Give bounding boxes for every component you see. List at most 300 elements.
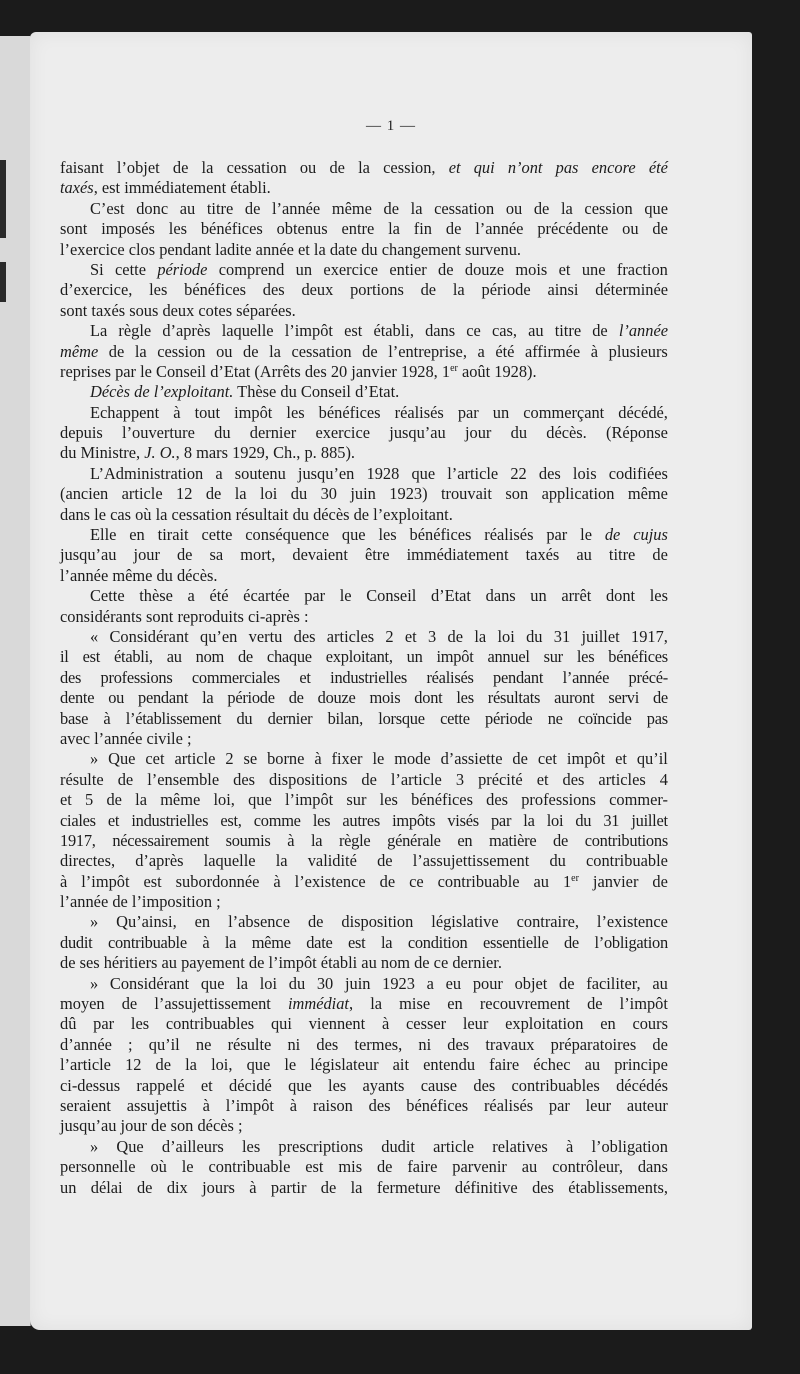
word (548, 709, 563, 729)
word (487, 647, 529, 667)
word (598, 770, 645, 790)
text-line (60, 403, 668, 423)
italic-text: J. O. (144, 443, 176, 463)
word (90, 974, 98, 994)
text-run: cet (537, 749, 557, 769)
word (238, 647, 253, 667)
text-run: partir (270, 1177, 307, 1197)
word (167, 647, 182, 667)
word (586, 1096, 611, 1116)
text-run: a (477, 341, 485, 361)
text-line (60, 566, 668, 586)
text-run: conséquence (245, 525, 330, 545)
text-run: commer- (609, 790, 668, 810)
text-run: impôt (566, 749, 606, 769)
text-run: au (521, 1157, 538, 1177)
text-run: des (60, 667, 82, 687)
word (534, 199, 549, 219)
text-run: des (233, 769, 256, 789)
text-run: taxés (525, 545, 560, 565)
word (377, 851, 392, 871)
text-run: de (205, 484, 222, 504)
text-run: 4 (659, 769, 668, 789)
text-run: est, (220, 810, 242, 830)
text-run: même (251, 932, 291, 952)
text-run: jusqu’au jour de son décès ; (60, 1116, 243, 1136)
text-run: cessation (291, 341, 352, 361)
word (117, 158, 160, 178)
text-line (60, 627, 668, 647)
word (122, 423, 195, 443)
text-run: a (426, 973, 434, 993)
text-run: tirait (157, 525, 189, 545)
text-line (60, 647, 668, 667)
text-line (60, 240, 668, 260)
text-run: ou (216, 341, 233, 361)
text-run: l’impôt (284, 790, 334, 810)
word (549, 851, 565, 871)
text-run: faire (407, 1157, 438, 1177)
text-run: cessation (434, 198, 495, 218)
word (60, 872, 67, 892)
word (480, 994, 570, 1014)
text-run: un (492, 402, 510, 422)
text-run: précité (478, 769, 523, 789)
text-run: un (295, 259, 313, 279)
word (196, 1035, 211, 1055)
text-run: prescriptions (278, 1136, 364, 1156)
text-run: lois (572, 463, 597, 483)
word (482, 280, 531, 300)
word (484, 525, 533, 545)
text-run: à (273, 871, 281, 891)
text-run: nom (195, 647, 225, 667)
text-run: juillet (581, 626, 620, 646)
text-run: que (248, 790, 272, 810)
text-line (60, 994, 668, 1014)
text-run: l’ouverture (122, 423, 195, 443)
text-line (60, 668, 668, 688)
word (605, 525, 620, 545)
word (542, 484, 615, 504)
word (530, 586, 546, 606)
word (332, 199, 372, 219)
text-run: dont (414, 688, 443, 708)
word (555, 321, 581, 341)
text-run: à (566, 1136, 574, 1156)
word (195, 912, 210, 932)
text-run: un (530, 586, 547, 606)
text-run: l’existence (596, 912, 668, 932)
word (578, 709, 632, 729)
word (606, 423, 668, 443)
word (616, 1076, 668, 1096)
text-run: de (383, 198, 400, 218)
text-line (60, 607, 668, 627)
text-line (60, 851, 668, 871)
text-run: est (82, 647, 101, 667)
text-run: par (546, 525, 568, 545)
word (380, 872, 395, 892)
text-run: cette (115, 259, 146, 279)
word (106, 790, 121, 810)
word (101, 219, 155, 239)
text-run: 12 (125, 1055, 142, 1075)
word (425, 321, 455, 341)
word (311, 831, 322, 851)
word (492, 1137, 548, 1157)
text-run: du (214, 423, 231, 443)
text-run: la (234, 484, 247, 504)
text-run: les (286, 402, 305, 422)
word (60, 1076, 120, 1096)
text-run: des (532, 1177, 554, 1197)
italic-text: période (157, 259, 208, 279)
word (525, 342, 580, 362)
text-run: ni (418, 1034, 432, 1054)
word (321, 484, 337, 504)
word (278, 1137, 363, 1157)
text-run: deux (301, 280, 334, 300)
word (60, 1035, 112, 1055)
text-run: à (289, 1095, 298, 1115)
word (614, 1055, 668, 1075)
word (131, 1014, 149, 1034)
word (90, 321, 107, 341)
text-line (60, 525, 668, 545)
word (523, 403, 604, 423)
word (395, 403, 444, 423)
word (60, 1055, 111, 1075)
word (627, 1096, 668, 1116)
text-run: de (376, 1157, 393, 1177)
text-run: immédiatement (406, 545, 509, 565)
word (125, 1055, 141, 1075)
word (546, 525, 567, 545)
word (321, 1178, 336, 1198)
word (438, 260, 453, 280)
text-line (60, 811, 668, 831)
text-run: de (563, 932, 579, 952)
text-run: à (590, 341, 599, 361)
text-run: période (227, 688, 275, 708)
word (85, 790, 93, 810)
word (304, 586, 325, 606)
word (299, 668, 310, 688)
text-run: l’année (475, 219, 524, 239)
word (512, 1076, 600, 1096)
text-line (60, 464, 668, 484)
word (260, 974, 277, 994)
text-run: établissements, (568, 1177, 668, 1197)
text-run: l’année de l’imposition ; (60, 892, 221, 912)
word (329, 158, 344, 178)
word (127, 1096, 187, 1116)
word (202, 1178, 235, 1198)
text-run: entre (341, 219, 375, 239)
text-run: auteur (626, 1095, 668, 1115)
text-run: de (320, 1177, 337, 1197)
text-line (60, 342, 668, 362)
word (149, 280, 167, 300)
word (90, 586, 125, 606)
text-run: est (348, 932, 366, 952)
word (407, 545, 509, 565)
text-line (60, 1157, 668, 1177)
text-run: 30 (316, 973, 334, 993)
word (378, 525, 396, 545)
word (567, 749, 605, 769)
text-run: de (379, 871, 396, 891)
word (631, 627, 668, 647)
word (60, 994, 105, 1014)
text-run: que (341, 525, 366, 545)
word (387, 831, 441, 851)
word (410, 525, 472, 545)
text-run: ; (128, 1034, 133, 1054)
text-run: décidé (229, 1075, 272, 1095)
word (229, 1076, 272, 1096)
word (188, 586, 195, 606)
text-line (60, 1035, 668, 1055)
italic-text: même (60, 341, 99, 361)
word (243, 342, 258, 362)
text-run: dudit (60, 932, 93, 952)
word (101, 668, 173, 688)
word (110, 627, 189, 647)
text-run: l’obligation (591, 1136, 668, 1156)
text-run: bénéfices (409, 525, 472, 545)
text-run: mois (369, 688, 401, 708)
word (618, 403, 668, 423)
text-run: borne (267, 749, 305, 769)
word (620, 994, 668, 1014)
word (474, 627, 486, 647)
text-run: matière (488, 830, 537, 850)
text-run: leur (462, 1014, 489, 1034)
text-run: des (447, 1034, 470, 1054)
word (438, 872, 520, 892)
text-run: exploitation (505, 1014, 584, 1034)
word (431, 912, 498, 932)
facing-page-print-mark (0, 262, 6, 302)
word (287, 831, 294, 851)
text-run: en (129, 525, 145, 545)
text-run: bénéfices (184, 280, 247, 300)
word (633, 525, 668, 545)
word (458, 403, 479, 423)
word (652, 219, 667, 239)
text-run: ce (409, 871, 424, 891)
word (180, 199, 195, 219)
word (313, 1096, 353, 1116)
text-run: » (90, 1136, 99, 1156)
text-run: plusieurs (608, 341, 668, 361)
text-run: à (249, 1177, 257, 1197)
text-run: le (181, 1157, 194, 1177)
word (563, 770, 585, 790)
word (447, 1035, 469, 1055)
text-run: principe (614, 1055, 668, 1075)
word (512, 749, 527, 769)
word (455, 1178, 518, 1198)
word (632, 1014, 668, 1034)
text-run: 1 (562, 871, 572, 891)
word (652, 1035, 667, 1055)
word (539, 464, 561, 484)
text-run: des (293, 626, 316, 646)
word (591, 342, 598, 362)
text-run: commerciales (191, 667, 280, 687)
word (210, 545, 224, 565)
text-run: douze (317, 688, 356, 708)
word (378, 709, 425, 729)
text-run: juillet (631, 810, 668, 830)
word (135, 790, 147, 810)
word (448, 627, 463, 647)
text-run: que (246, 1055, 271, 1075)
word (90, 749, 98, 769)
word (83, 647, 100, 667)
text-run: de ses héritiers au payement de l’impôt établi au nom de ce dernier. (60, 953, 502, 973)
text-run: le (580, 525, 592, 545)
word (195, 403, 221, 423)
text-run: contribuable (437, 871, 520, 891)
word (211, 1055, 232, 1075)
word (405, 627, 417, 647)
word (60, 668, 81, 688)
word (606, 586, 635, 606)
text-line (60, 729, 668, 749)
word (650, 586, 668, 606)
text-run: titre (554, 321, 582, 341)
text-run: des (486, 790, 509, 810)
text-run: du (290, 484, 308, 504)
word (652, 545, 667, 565)
text-run: date (306, 932, 333, 952)
text-run: de (377, 851, 393, 871)
text-run: ci-dessus (60, 1075, 121, 1095)
word (269, 342, 281, 362)
text-run: dudit (381, 1136, 415, 1156)
text-run: validité (307, 851, 357, 871)
text-run: qui (270, 1014, 292, 1034)
word (511, 423, 527, 443)
text-run: portions (350, 280, 404, 300)
word (298, 464, 354, 484)
text-run: de (155, 1055, 172, 1075)
page-number: — 1 — (366, 118, 416, 134)
word (174, 749, 215, 769)
word (288, 994, 353, 1014)
text-run: rappelé (136, 1075, 185, 1095)
text-run: période (485, 708, 533, 728)
italic-text: de (604, 525, 621, 545)
word (521, 790, 596, 810)
text-run: de (362, 341, 378, 361)
text-run: établi, (113, 647, 153, 667)
text-run: de (553, 830, 569, 850)
word (285, 321, 333, 341)
word (90, 260, 104, 280)
word (184, 280, 246, 300)
word (523, 811, 534, 831)
text-run: ainsi (547, 280, 579, 300)
word (538, 749, 557, 769)
text-run: impôt (436, 647, 474, 667)
text-line (60, 872, 668, 892)
word (383, 158, 435, 178)
word (388, 219, 400, 239)
word (477, 342, 484, 362)
word (173, 158, 188, 178)
word (609, 545, 635, 565)
text-run: de (652, 1034, 668, 1054)
word (295, 872, 366, 892)
word (485, 709, 532, 729)
text-run: réalisés (484, 525, 534, 545)
text-run: la (358, 158, 370, 177)
word (559, 974, 574, 994)
word (340, 586, 352, 606)
text-run: bénéfices (200, 219, 263, 239)
text-run: fraction (616, 259, 668, 279)
text-run: impôts (392, 810, 436, 830)
word (493, 668, 543, 688)
text-run: travaux (485, 1034, 535, 1054)
text-run: au (576, 545, 592, 565)
text-line (60, 260, 668, 280)
text-run: obtenus (276, 219, 328, 239)
word (526, 627, 542, 647)
text-run: fin (413, 219, 433, 239)
text-run: par (548, 1095, 570, 1115)
italic-text: n’ont (507, 158, 543, 177)
text-run: loi (546, 810, 564, 830)
text-run: bénéfices (411, 790, 473, 810)
word (389, 423, 445, 443)
word (551, 1035, 637, 1055)
text-run: juin (350, 484, 376, 504)
word (508, 158, 543, 178)
text-run: objet (514, 973, 548, 993)
word (533, 1055, 570, 1075)
word (409, 872, 424, 892)
word (60, 342, 98, 362)
text-run: Considérant (109, 626, 189, 646)
word (522, 1157, 537, 1177)
word (486, 586, 516, 606)
word (603, 811, 619, 831)
text-run: cessation (226, 158, 287, 177)
text-run: réalisés (394, 402, 444, 422)
word (201, 1076, 213, 1096)
text-run: même (160, 790, 201, 810)
word (342, 525, 366, 545)
text-run: la (201, 158, 214, 177)
text-run: les (456, 688, 474, 708)
text-run: période (481, 280, 531, 300)
word (249, 627, 283, 647)
text-run: les (378, 525, 397, 545)
text-run: professions (100, 667, 173, 687)
word (135, 851, 183, 871)
text-line (60, 953, 668, 973)
word (201, 525, 232, 545)
text-line (60, 974, 668, 994)
word (597, 912, 668, 932)
text-run: dans (485, 586, 516, 606)
